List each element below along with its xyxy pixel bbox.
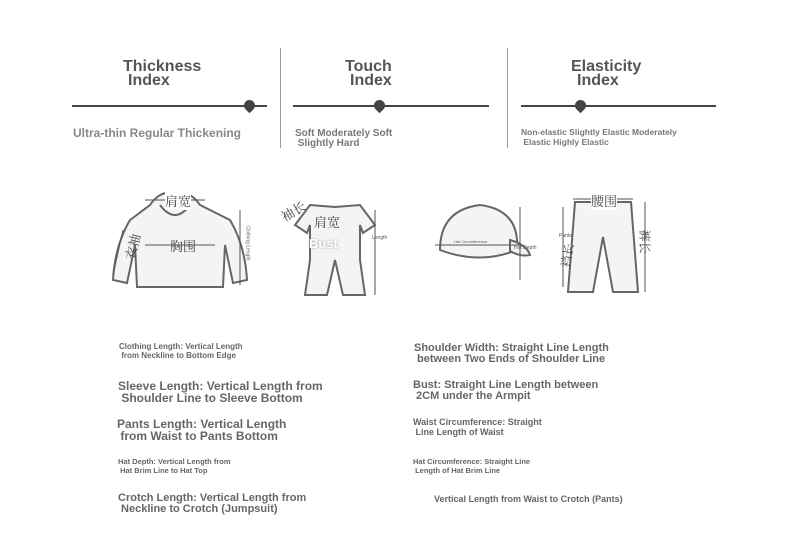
- hat-circumference-definition: [413, 457, 530, 475]
- column-divider-1: [280, 48, 281, 148]
- column-divider-2: [507, 48, 508, 148]
- hoodie-shoulder-label: 肩宽: [165, 191, 191, 210]
- pants-side-label: 裤长: [637, 229, 652, 254]
- touch-options: [295, 129, 392, 149]
- thickness-scale-line: [72, 105, 267, 107]
- thickness-title-line2: Index: [128, 72, 170, 89]
- hat-circumference-label: Hat Circumference: [454, 239, 488, 244]
- jumpsuit-bust-label: Bust: [309, 236, 338, 251]
- pants-waist-label: 腰围: [591, 191, 617, 210]
- hat-depth-definition: [118, 457, 231, 475]
- thickness-option-text: Ultra-thin Regular Thickening: [73, 126, 242, 140]
- elasticity-option-line2: Elastic Highly Elastic: [521, 137, 609, 147]
- sleeve-length-definition: [118, 380, 323, 404]
- bust-line2: 2CM under the Armpit: [413, 390, 531, 402]
- jumpsuit-length-label: Length: [372, 235, 388, 241]
- shoulder-width-line2: between Two Ends of Shoulder Line: [414, 353, 606, 365]
- pants-length-definition: [117, 418, 286, 442]
- clothing-length-line1: Clothing Length: Vertical Length: [119, 342, 243, 351]
- hoodie-length-label: Clothing Length: [244, 225, 251, 261]
- crotch-pants-line1: Vertical Length from Waist to Crotch (Pants): [434, 494, 623, 504]
- hat-depth-line1: Hat Depth: Vertical Length from: [118, 457, 231, 466]
- hat-figure: [425, 195, 545, 295]
- touch-scale-line: [293, 105, 489, 107]
- elasticity-scale-marker: [573, 98, 589, 114]
- hat-circumference-line2: Length of Hat Brim Line: [413, 466, 501, 475]
- bust-definition: [413, 380, 598, 402]
- crotch-definition: [118, 493, 306, 515]
- thickness-index-title: [123, 60, 201, 88]
- thickness-title-line1: Thickness: [123, 58, 202, 75]
- waist-line2: Line Length of Waist: [413, 427, 504, 437]
- hat-depth-label: Hat Depth: [514, 245, 537, 251]
- elasticity-index-title: [571, 60, 641, 88]
- touch-index-title: [345, 60, 392, 88]
- crotch-line2: Neckline to Crotch (Jumpsuit): [118, 503, 278, 515]
- touch-option-line2: Slightly Hard: [295, 138, 360, 149]
- waist-line1: Waist Circumference: Straight: [413, 417, 542, 427]
- bust-line1: Bust: Straight Line Length between: [413, 379, 599, 391]
- elasticity-option-line1: Non-elastic Slightly Elastic Moderately: [521, 127, 677, 137]
- hoodie-figure: [105, 185, 265, 300]
- touch-title-line1: Touch: [345, 58, 392, 75]
- elasticity-title-line2: Index: [577, 72, 619, 89]
- touch-scale-marker: [372, 98, 388, 114]
- thickness-scale-marker: [242, 98, 258, 114]
- pants-crotch-label: 裆长: [558, 242, 577, 269]
- jumpsuit-figure: [275, 195, 395, 305]
- pants-length-line1: Pants Length: Vertical Length: [117, 417, 287, 431]
- jumpsuit-shoulder-label: 肩宽: [314, 215, 341, 230]
- touch-option-line1: Soft Moderately Soft: [295, 128, 393, 139]
- sleeve-length-line2: Shoulder Line to Sleeve Bottom: [118, 391, 303, 405]
- hat-circumference-line1: Hat Circumference: Straight Line: [413, 457, 531, 466]
- hoodie-sleeve-label: 衣袖: [122, 232, 144, 262]
- elasticity-scale-line: [521, 105, 716, 107]
- hoodie-chest-label: 胸围: [170, 239, 197, 254]
- pants-length-label: Pants: [559, 233, 572, 239]
- sleeve-length-line1: Sleeve Length: Vertical Length from: [118, 379, 323, 393]
- pants-figure: [553, 187, 663, 302]
- elasticity-title-line1: Elasticity: [571, 58, 642, 75]
- clothing-length-definition: [119, 342, 243, 360]
- touch-title-line2: Index: [350, 72, 392, 89]
- waist-definition: [413, 417, 542, 437]
- clothing-length-line2: from Neckline to Bottom Edge: [119, 351, 236, 360]
- elasticity-options: [521, 127, 677, 147]
- thickness-options: [73, 128, 241, 138]
- jumpsuit-sleeve-label: 袖长: [278, 198, 309, 225]
- crotch-line1: Crotch Length: Vertical Length from: [118, 492, 307, 504]
- crotch-pants-definition: [434, 494, 623, 504]
- pants-length-line2: from Waist to Pants Bottom: [117, 429, 278, 443]
- shoulder-width-line1: Shoulder Width: Straight Line Length: [414, 342, 609, 354]
- shoulder-width-definition: [414, 343, 609, 365]
- hat-depth-line2: Hat Brim Line to Hat Top: [118, 466, 208, 475]
